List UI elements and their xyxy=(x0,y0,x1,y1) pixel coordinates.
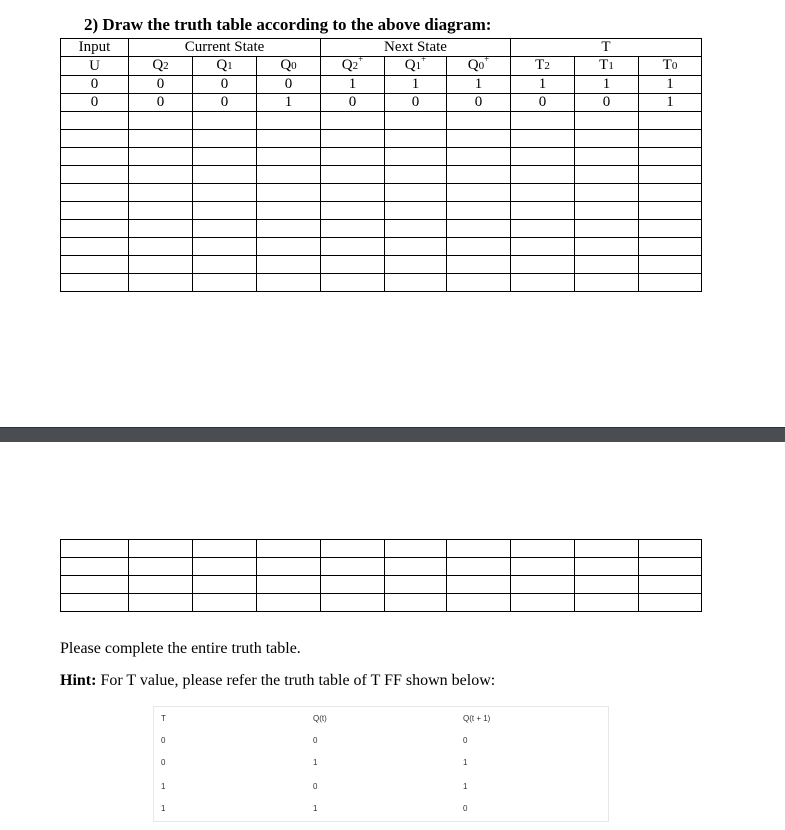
tff-header: T xyxy=(161,714,166,723)
empty-cell[interactable] xyxy=(385,576,447,594)
empty-cell[interactable] xyxy=(321,274,385,292)
empty-cell[interactable] xyxy=(193,112,257,130)
empty-cell[interactable] xyxy=(447,238,511,256)
column-header: U xyxy=(61,57,129,76)
empty-cell[interactable] xyxy=(447,576,511,594)
empty-cell[interactable] xyxy=(639,256,702,274)
empty-cell[interactable] xyxy=(193,540,257,558)
empty-cell[interactable] xyxy=(61,166,129,184)
empty-cell[interactable] xyxy=(511,130,575,148)
empty-cell[interactable] xyxy=(193,148,257,166)
blank-row xyxy=(61,166,702,184)
empty-cell[interactable] xyxy=(321,130,385,148)
tff-cell: 0 xyxy=(161,736,166,745)
empty-cell[interactable] xyxy=(447,166,511,184)
empty-cell[interactable] xyxy=(257,130,321,148)
empty-cell[interactable] xyxy=(257,220,321,238)
empty-cell[interactable] xyxy=(61,576,129,594)
empty-cell[interactable] xyxy=(193,130,257,148)
tff-cell: 1 xyxy=(313,758,318,767)
empty-cell[interactable] xyxy=(129,256,193,274)
hint-text xyxy=(60,672,495,690)
empty-cell[interactable] xyxy=(385,202,447,220)
blank-row xyxy=(61,220,702,238)
group-header-row xyxy=(61,39,702,57)
empty-cell[interactable] xyxy=(129,558,193,576)
empty-cell[interactable] xyxy=(639,594,702,612)
empty-cell[interactable] xyxy=(511,256,575,274)
instruction-text: Please complete the entire truth table. xyxy=(60,640,301,657)
table-cell: 0 xyxy=(511,94,575,112)
group-current-state: Current State xyxy=(129,39,321,57)
empty-cell[interactable] xyxy=(129,238,193,256)
empty-cell[interactable] xyxy=(639,130,702,148)
empty-cell[interactable] xyxy=(385,166,447,184)
tff-cell: 1 xyxy=(463,758,468,767)
empty-cell[interactable] xyxy=(61,202,129,220)
blank-row xyxy=(61,202,702,220)
blank-row xyxy=(61,256,702,274)
empty-cell[interactable] xyxy=(575,220,639,238)
empty-cell[interactable] xyxy=(639,112,702,130)
empty-cell[interactable] xyxy=(575,576,639,594)
hint-label: Hint: xyxy=(60,672,97,689)
empty-cell[interactable] xyxy=(447,220,511,238)
empty-cell[interactable] xyxy=(257,274,321,292)
empty-cell[interactable] xyxy=(257,202,321,220)
empty-cell[interactable] xyxy=(129,166,193,184)
blank-row xyxy=(61,274,702,292)
empty-cell[interactable] xyxy=(511,220,575,238)
empty-cell[interactable] xyxy=(61,594,129,612)
empty-cell[interactable] xyxy=(447,130,511,148)
table-cell: 0 xyxy=(193,94,257,112)
tff-cell: 0 xyxy=(313,736,318,745)
tff-cell: 0 xyxy=(463,804,468,813)
empty-cell[interactable] xyxy=(575,148,639,166)
column-header: Q1+ xyxy=(385,57,447,76)
empty-cell[interactable] xyxy=(385,148,447,166)
empty-cell[interactable] xyxy=(193,274,257,292)
empty-cell[interactable] xyxy=(321,166,385,184)
table-cell: 1 xyxy=(639,76,702,94)
table-row xyxy=(61,76,702,94)
tff-cell: 0 xyxy=(161,758,166,767)
empty-cell[interactable] xyxy=(321,184,385,202)
empty-cell[interactable] xyxy=(447,148,511,166)
empty-cell[interactable] xyxy=(193,166,257,184)
section-heading: 2) Draw the truth table according to the above diagram: xyxy=(84,15,492,34)
empty-cell[interactable] xyxy=(61,130,129,148)
empty-cell[interactable] xyxy=(639,202,702,220)
empty-cell[interactable] xyxy=(257,148,321,166)
empty-cell[interactable] xyxy=(511,540,575,558)
empty-cell[interactable] xyxy=(61,558,129,576)
empty-cell[interactable] xyxy=(639,540,702,558)
empty-cell[interactable] xyxy=(129,576,193,594)
blank-row xyxy=(61,558,702,576)
empty-cell[interactable] xyxy=(575,166,639,184)
empty-cell[interactable] xyxy=(193,238,257,256)
group-t: T xyxy=(511,39,702,57)
empty-cell[interactable] xyxy=(321,202,385,220)
empty-cell[interactable] xyxy=(385,130,447,148)
empty-cell[interactable] xyxy=(129,274,193,292)
empty-cell[interactable] xyxy=(447,274,511,292)
empty-cell[interactable] xyxy=(129,202,193,220)
column-header: Q0+ xyxy=(447,57,511,76)
empty-cell[interactable] xyxy=(321,238,385,256)
empty-cell[interactable] xyxy=(511,576,575,594)
empty-cell[interactable] xyxy=(639,148,702,166)
tff-cell: 0 xyxy=(313,782,318,791)
table-cell: 0 xyxy=(257,76,321,94)
table-cell: 1 xyxy=(257,94,321,112)
empty-cell[interactable] xyxy=(321,540,385,558)
tff-truth-table xyxy=(153,706,609,822)
table-cell: 0 xyxy=(447,94,511,112)
column-header: T0 xyxy=(639,57,702,76)
empty-cell[interactable] xyxy=(257,540,321,558)
empty-cell[interactable] xyxy=(511,558,575,576)
column-header: T2 xyxy=(511,57,575,76)
empty-cell[interactable] xyxy=(447,256,511,274)
table-cell: 1 xyxy=(639,94,702,112)
empty-cell[interactable] xyxy=(61,540,129,558)
empty-cell[interactable] xyxy=(257,238,321,256)
empty-cell[interactable] xyxy=(575,130,639,148)
empty-cell[interactable] xyxy=(575,238,639,256)
empty-cell[interactable] xyxy=(257,594,321,612)
empty-cell[interactable] xyxy=(257,112,321,130)
empty-cell[interactable] xyxy=(321,220,385,238)
column-header: T1 xyxy=(575,57,639,76)
empty-cell[interactable] xyxy=(61,184,129,202)
empty-cell[interactable] xyxy=(575,256,639,274)
empty-cell[interactable] xyxy=(193,594,257,612)
tff-cell: 0 xyxy=(463,736,468,745)
table-cell: 1 xyxy=(447,76,511,94)
empty-cell[interactable] xyxy=(321,594,385,612)
blank-row xyxy=(61,112,702,130)
empty-cell[interactable] xyxy=(575,112,639,130)
table-cell: 1 xyxy=(575,76,639,94)
empty-cell[interactable] xyxy=(193,256,257,274)
empty-cell[interactable] xyxy=(385,540,447,558)
empty-cell[interactable] xyxy=(129,184,193,202)
empty-cell[interactable] xyxy=(129,148,193,166)
tff-cell: 1 xyxy=(313,804,318,813)
tff-cell: 1 xyxy=(463,782,468,791)
table-cell: 0 xyxy=(575,94,639,112)
empty-cell[interactable] xyxy=(511,112,575,130)
group-input: Input xyxy=(61,39,129,57)
blank-row xyxy=(61,540,702,558)
empty-cell[interactable] xyxy=(385,594,447,612)
empty-cell[interactable] xyxy=(385,238,447,256)
empty-cell[interactable] xyxy=(193,558,257,576)
empty-cell[interactable] xyxy=(639,576,702,594)
empty-cell[interactable] xyxy=(447,202,511,220)
continuation-table xyxy=(60,539,702,612)
table-cell: 1 xyxy=(385,76,447,94)
empty-cell[interactable] xyxy=(321,576,385,594)
empty-cell[interactable] xyxy=(385,220,447,238)
empty-cell[interactable] xyxy=(385,112,447,130)
table-row xyxy=(61,94,702,112)
hint-body: For T value, please refer the truth table of T FF shown below: xyxy=(96,672,496,689)
empty-cell[interactable] xyxy=(511,166,575,184)
empty-cell[interactable] xyxy=(193,184,257,202)
table-cell: 0 xyxy=(129,94,193,112)
empty-cell[interactable] xyxy=(511,184,575,202)
empty-cell[interactable] xyxy=(257,256,321,274)
empty-cell[interactable] xyxy=(575,594,639,612)
empty-cell[interactable] xyxy=(321,256,385,274)
empty-cell[interactable] xyxy=(193,576,257,594)
column-header: Q2+ xyxy=(321,57,385,76)
table-cell: 0 xyxy=(129,76,193,94)
table-cell: 0 xyxy=(321,94,385,112)
empty-cell[interactable] xyxy=(575,540,639,558)
table-cell: 0 xyxy=(193,76,257,94)
empty-cell[interactable] xyxy=(61,238,129,256)
empty-cell[interactable] xyxy=(511,202,575,220)
empty-cell[interactable] xyxy=(511,594,575,612)
table-cell: 0 xyxy=(385,94,447,112)
blank-row xyxy=(61,184,702,202)
empty-cell[interactable] xyxy=(321,148,385,166)
column-header: Q1 xyxy=(193,57,257,76)
column-header: Q0 xyxy=(257,57,321,76)
blank-row xyxy=(61,130,702,148)
empty-cell[interactable] xyxy=(129,130,193,148)
table-cell: 0 xyxy=(61,76,129,94)
empty-cell[interactable] xyxy=(61,220,129,238)
empty-cell[interactable] xyxy=(61,148,129,166)
column-header-row xyxy=(61,57,702,76)
tff-header: Q(t) xyxy=(313,714,327,723)
empty-cell[interactable] xyxy=(639,166,702,184)
empty-cell[interactable] xyxy=(639,274,702,292)
empty-cell[interactable] xyxy=(511,274,575,292)
tff-cell: 1 xyxy=(161,782,166,791)
empty-cell[interactable] xyxy=(447,112,511,130)
empty-cell[interactable] xyxy=(129,540,193,558)
blank-row xyxy=(61,148,702,166)
empty-cell[interactable] xyxy=(257,558,321,576)
empty-cell[interactable] xyxy=(385,558,447,576)
tff-header: Q(t + 1) xyxy=(463,714,491,723)
tff-cell: 1 xyxy=(161,804,166,813)
empty-cell[interactable] xyxy=(193,220,257,238)
page-divider xyxy=(0,427,785,442)
empty-cell[interactable] xyxy=(129,220,193,238)
empty-cell[interactable] xyxy=(447,184,511,202)
empty-cell[interactable] xyxy=(511,148,575,166)
empty-cell[interactable] xyxy=(321,112,385,130)
empty-cell[interactable] xyxy=(193,202,257,220)
empty-cell[interactable] xyxy=(129,112,193,130)
empty-cell[interactable] xyxy=(257,576,321,594)
empty-cell[interactable] xyxy=(385,184,447,202)
empty-cell[interactable] xyxy=(257,184,321,202)
empty-cell[interactable] xyxy=(321,558,385,576)
empty-cell[interactable] xyxy=(639,238,702,256)
empty-cell[interactable] xyxy=(575,274,639,292)
empty-cell[interactable] xyxy=(575,184,639,202)
empty-cell[interactable] xyxy=(639,558,702,576)
empty-cell[interactable] xyxy=(447,540,511,558)
empty-cell[interactable] xyxy=(511,238,575,256)
empty-cell[interactable] xyxy=(61,112,129,130)
group-next-state: Next State xyxy=(321,39,511,57)
empty-cell[interactable] xyxy=(385,274,447,292)
blank-row xyxy=(61,238,702,256)
table-cell: 1 xyxy=(321,76,385,94)
empty-cell[interactable] xyxy=(61,274,129,292)
empty-cell[interactable] xyxy=(61,256,129,274)
empty-cell[interactable] xyxy=(257,166,321,184)
column-header: Q2 xyxy=(129,57,193,76)
empty-cell[interactable] xyxy=(129,594,193,612)
empty-cell[interactable] xyxy=(639,184,702,202)
truth-table xyxy=(60,38,702,292)
empty-cell[interactable] xyxy=(385,256,447,274)
empty-cell[interactable] xyxy=(447,594,511,612)
empty-cell[interactable] xyxy=(639,220,702,238)
blank-row xyxy=(61,576,702,594)
table-cell: 0 xyxy=(61,94,129,112)
blank-row xyxy=(61,594,702,612)
empty-cell[interactable] xyxy=(575,558,639,576)
empty-cell[interactable] xyxy=(447,558,511,576)
empty-cell[interactable] xyxy=(575,202,639,220)
table-cell: 1 xyxy=(511,76,575,94)
